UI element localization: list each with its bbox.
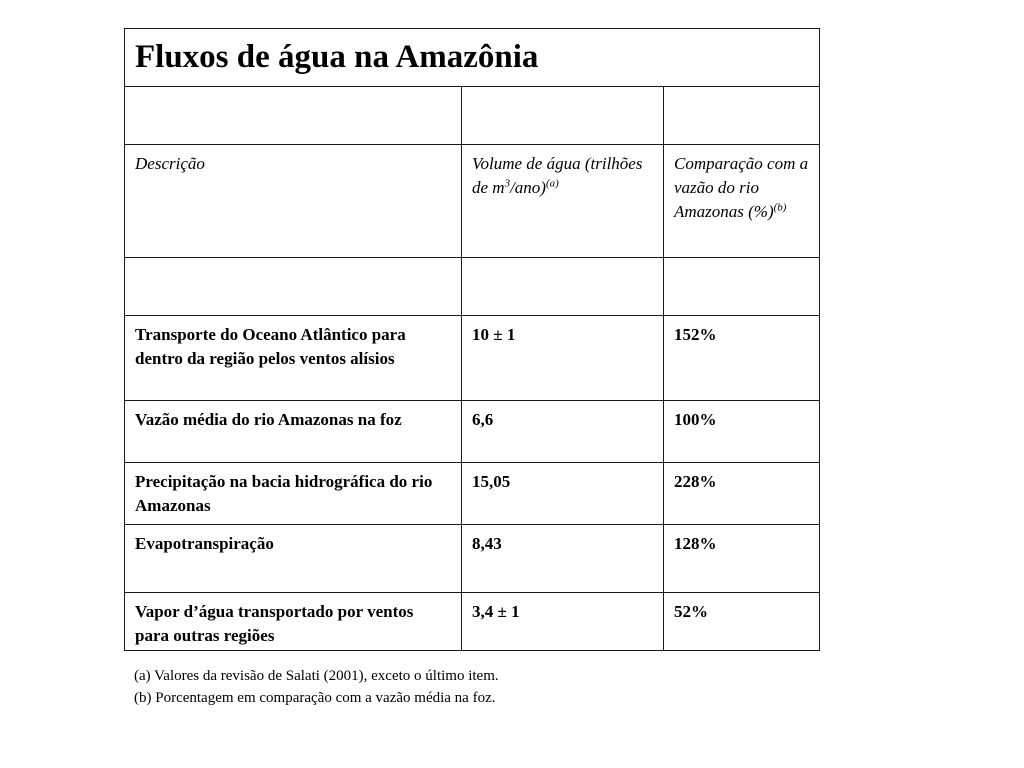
percentage-cell: 100% (664, 401, 820, 463)
percentage-cell: 52% (664, 593, 820, 651)
volume-cell: 3,4 ± 1 (462, 593, 664, 651)
table-row (125, 316, 820, 401)
table-row (125, 401, 820, 463)
header-row (125, 145, 820, 258)
empty-cell (664, 87, 820, 145)
description-cell: Evapotranspiração (125, 525, 462, 593)
blank-row (125, 258, 820, 316)
volume-cell: 10 ± 1 (462, 316, 664, 401)
footnotes (134, 665, 499, 709)
empty-cell (125, 87, 462, 145)
table-row (125, 525, 820, 593)
percentage-cell: 228% (664, 463, 820, 525)
percentage-cell: 128% (664, 525, 820, 593)
empty-cell (462, 258, 664, 316)
description-cell: Precipitação na bacia hidrográfica do rio Amazonas (125, 463, 462, 525)
description-cell: Vapor d’água transportado por ventos para outras regiões (125, 593, 462, 651)
volume-cell: 6,6 (462, 401, 664, 463)
volume-header-unit-tail: /ano) (510, 178, 546, 197)
percentage-cell: 152% (664, 316, 820, 401)
cubic-exponent: 3 (504, 177, 511, 190)
water-flux-table (124, 28, 820, 651)
table-row (125, 593, 820, 651)
volume-header-text: Volume de água (trilhões de m (472, 154, 643, 197)
table-row (125, 463, 820, 525)
footnote-a: (a) Valores da revisão de Salati (2001), exceto o último item. (134, 668, 499, 684)
empty-cell (664, 258, 820, 316)
water-flux-table-container (124, 28, 819, 651)
column-header-comparison (664, 145, 820, 258)
footnote-b: (b) Porcentagem em comparação com a vazão média na foz. (134, 690, 496, 706)
empty-cell (125, 258, 462, 316)
title-row (125, 29, 820, 87)
volume-cell: 8,43 (462, 525, 664, 593)
empty-cell (462, 87, 664, 145)
description-cell: Transporte do Oceano Atlântico para dentro da região pelos ventos alísios (125, 316, 462, 401)
volume-cell: 15,05 (462, 463, 664, 525)
footnote-ref-a: (a) (545, 177, 559, 190)
comparison-header-text: Comparação com a vazão do rio Amazonas (%) (674, 154, 809, 221)
table-title: Fluxos de água na Amazônia (125, 29, 820, 87)
footnote-ref-b: (b) (773, 201, 787, 214)
column-header-volume (462, 145, 664, 258)
column-header-description: Descrição (125, 145, 462, 258)
blank-row (125, 87, 820, 145)
description-cell: Vazão média do rio Amazonas na foz (125, 401, 462, 463)
